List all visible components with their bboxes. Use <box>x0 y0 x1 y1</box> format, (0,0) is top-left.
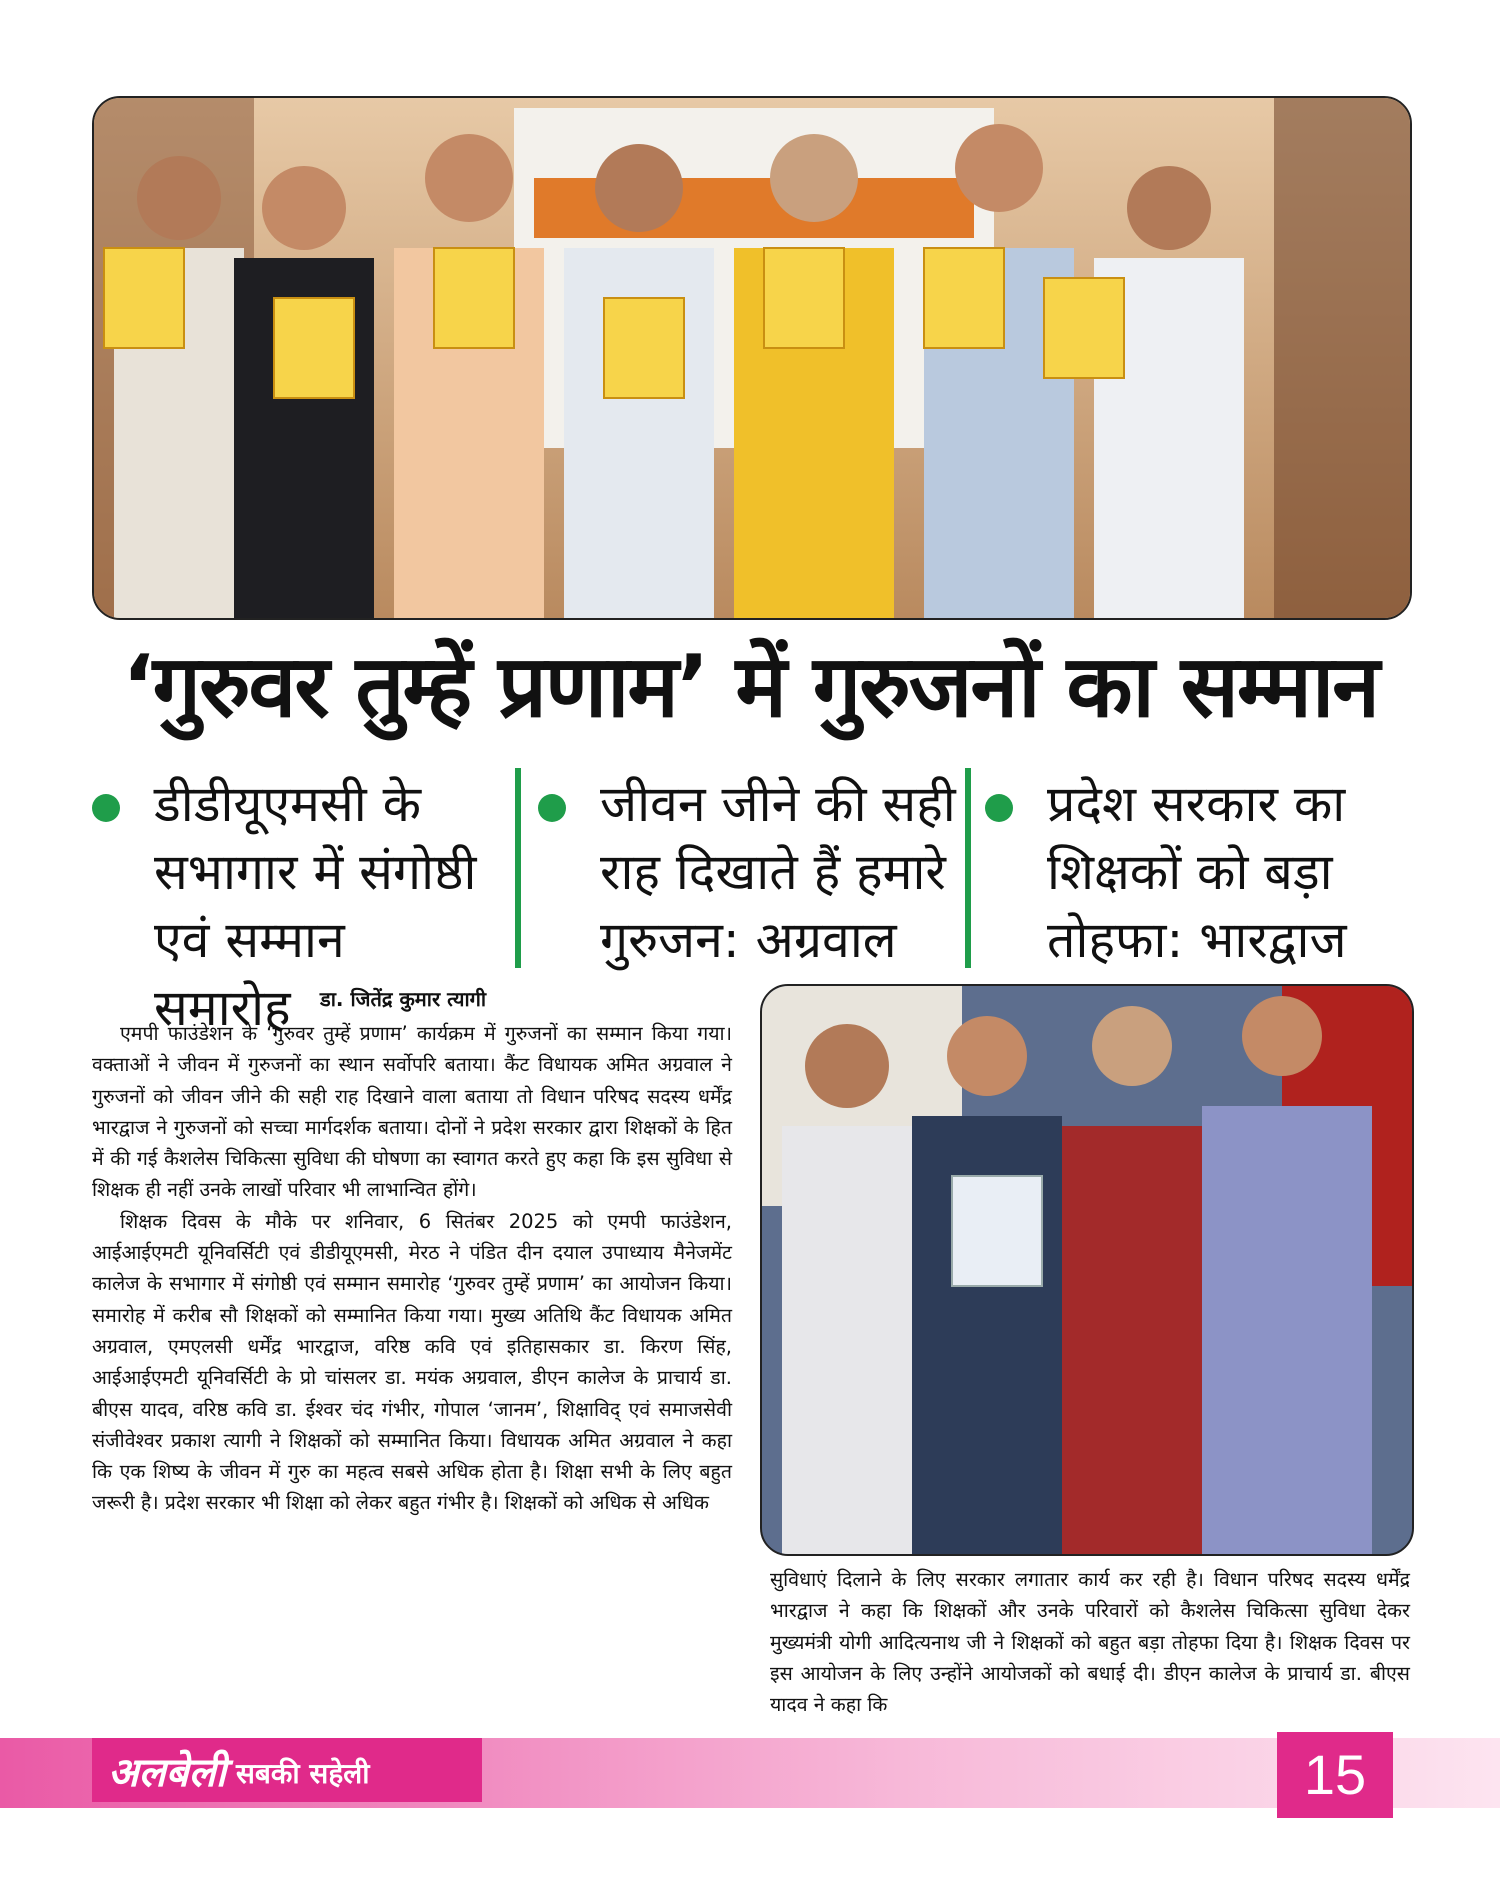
brand-name: अलबेली <box>108 1749 226 1796</box>
column-divider <box>965 768 971 968</box>
article-body-right <box>770 1564 1410 1720</box>
magazine-brand <box>92 1738 482 1802</box>
paragraph: सुविधाएं दिलाने के लिए सरकार लगातार कार्य कर रही है। विधान परिषद सदस्य धर्मेंद्र भारद्वाज ने कहा कि शिक्षकों और उनके परिवारों को कैशलेस चिकित्सा सुविधा देकर मुख्यमंत्री योगी आदित्यनाथ जी ने शिक्षकों को बहुत बड़ा तोहफा दिया है। शिक्षक दिवस पर इस आयोजन के लिए उन्होंने आयोजकों को बधाई दी। डीएन कालेज के प्राचार्य डा. बीएस यादव ने कहा कि <box>770 1568 1410 1717</box>
page-number: 15 <box>1277 1732 1393 1818</box>
bullet-dot-icon <box>92 794 120 822</box>
paragraph: शिक्षक दिवस के मौके पर शनिवार, 6 सितंबर 2025 को एमपी फाउंडेशन, आईआईएमटी यूनिवर्सिटी एवं डीडीयूएमसी, मेरठ ने पंडित दीन दयाल उपाध्याय मैनेजमेंट कालेज के सभागार में संगोष्ठी एवं सम्मान समारोह ‘गुरुवर तुम्हें प्रणाम’ का आयोजन किया। समारोह में करीब सौ शिक्षकों को सम्मानित किया गया। मुख्य अतिथि कैंट विधायक अमित अग्रवाल, एमएलसी धर्मेंद्र भारद्वाज, वरिष्ठ कवि एवं इतिहासकार डा. किरण सिंह, आईआईएमटी यूनिवर्सिटी के प्रो चांसलर डा. मयंक अग्रवाल, डीएन कालेज के प्राचार्य डा. बीएस यादव, वरिष्ठ कवि डा. ईश्वर चंद गंभीर, गोपाल ‘जानम’, शिक्षाविद् एवं समाजसेवी संजीवेश्वर प्रकाश त्यागी ने शिक्षकों को सम्मानित किया। विधायक अमित अग्रवाल ने कहा कि एक शिष्य के जीवन में गुरु का महत्व सबसे अधिक होता है। शिक्षा सभी के लिए बहुत जरूरी है। प्रदेश सरकार भी शिक्षा को लेकर बहुत गंभीर है। शिक्षकों को अधिक से अधिक <box>92 1209 732 1515</box>
column-divider <box>515 768 521 968</box>
highlight-3 <box>985 770 1405 974</box>
group-photo-illustration <box>94 98 1410 618</box>
byline: डा. जितेंद्र कुमार त्यागी <box>320 987 487 1011</box>
felicitation-photo-illustration <box>762 986 1412 1554</box>
side-photo <box>760 984 1414 1556</box>
highlight-text: डीडीयूएमसी के सभागार में संगोष्ठी एवं सम्मान समारोह <box>154 775 477 1037</box>
top-photo <box>92 96 1412 620</box>
brand-tagline: सबकी सहेली <box>236 1757 370 1790</box>
article-body-left <box>92 1018 732 1519</box>
highlight-2 <box>538 770 958 974</box>
highlight-text: प्रदेश सरकार का शिक्षकों को बड़ा तोहफा: भारद्वाज <box>1047 775 1347 969</box>
paragraph: एमपी फाउंडेशन के ‘गुरुवर तुम्हें प्रणाम’ कार्यक्रम में गुरुजनों का सम्मान किया गया। वक्ताओं ने जीवन में गुरुजनों का स्थान सर्वोपरि बताया। कैंट विधायक अमित अग्रवाल ने गुरुजनों को जीवन जीने की सही राह दिखाने वाला बताया तो विधान परिषद सदस्य धर्मेंद्र भारद्वाज ने गुरुजनों को सच्चा मार्गदर्शक बताया। दोनों ने प्रदेश सरकार द्वारा शिक्षकों के हित में की गई कैशलेस चिकित्सा सुविधा की घोषणा का स्वागत करते हुए कहा कि इस सुविधा से शिक्षक ही नहीं उनके लाखों परिवार भी लाभान्वित होंगे। <box>92 1022 732 1202</box>
bullet-dot-icon <box>985 794 1013 822</box>
highlight-text: जीवन जीने की सही राह दिखाते हैं हमारे गुरुजन: अग्रवाल <box>600 775 956 969</box>
headline: ‘गुरुवर तुम्हें प्रणाम’ में गुरुजनों का सम्मान <box>122 637 1378 737</box>
bullet-dot-icon <box>538 794 566 822</box>
